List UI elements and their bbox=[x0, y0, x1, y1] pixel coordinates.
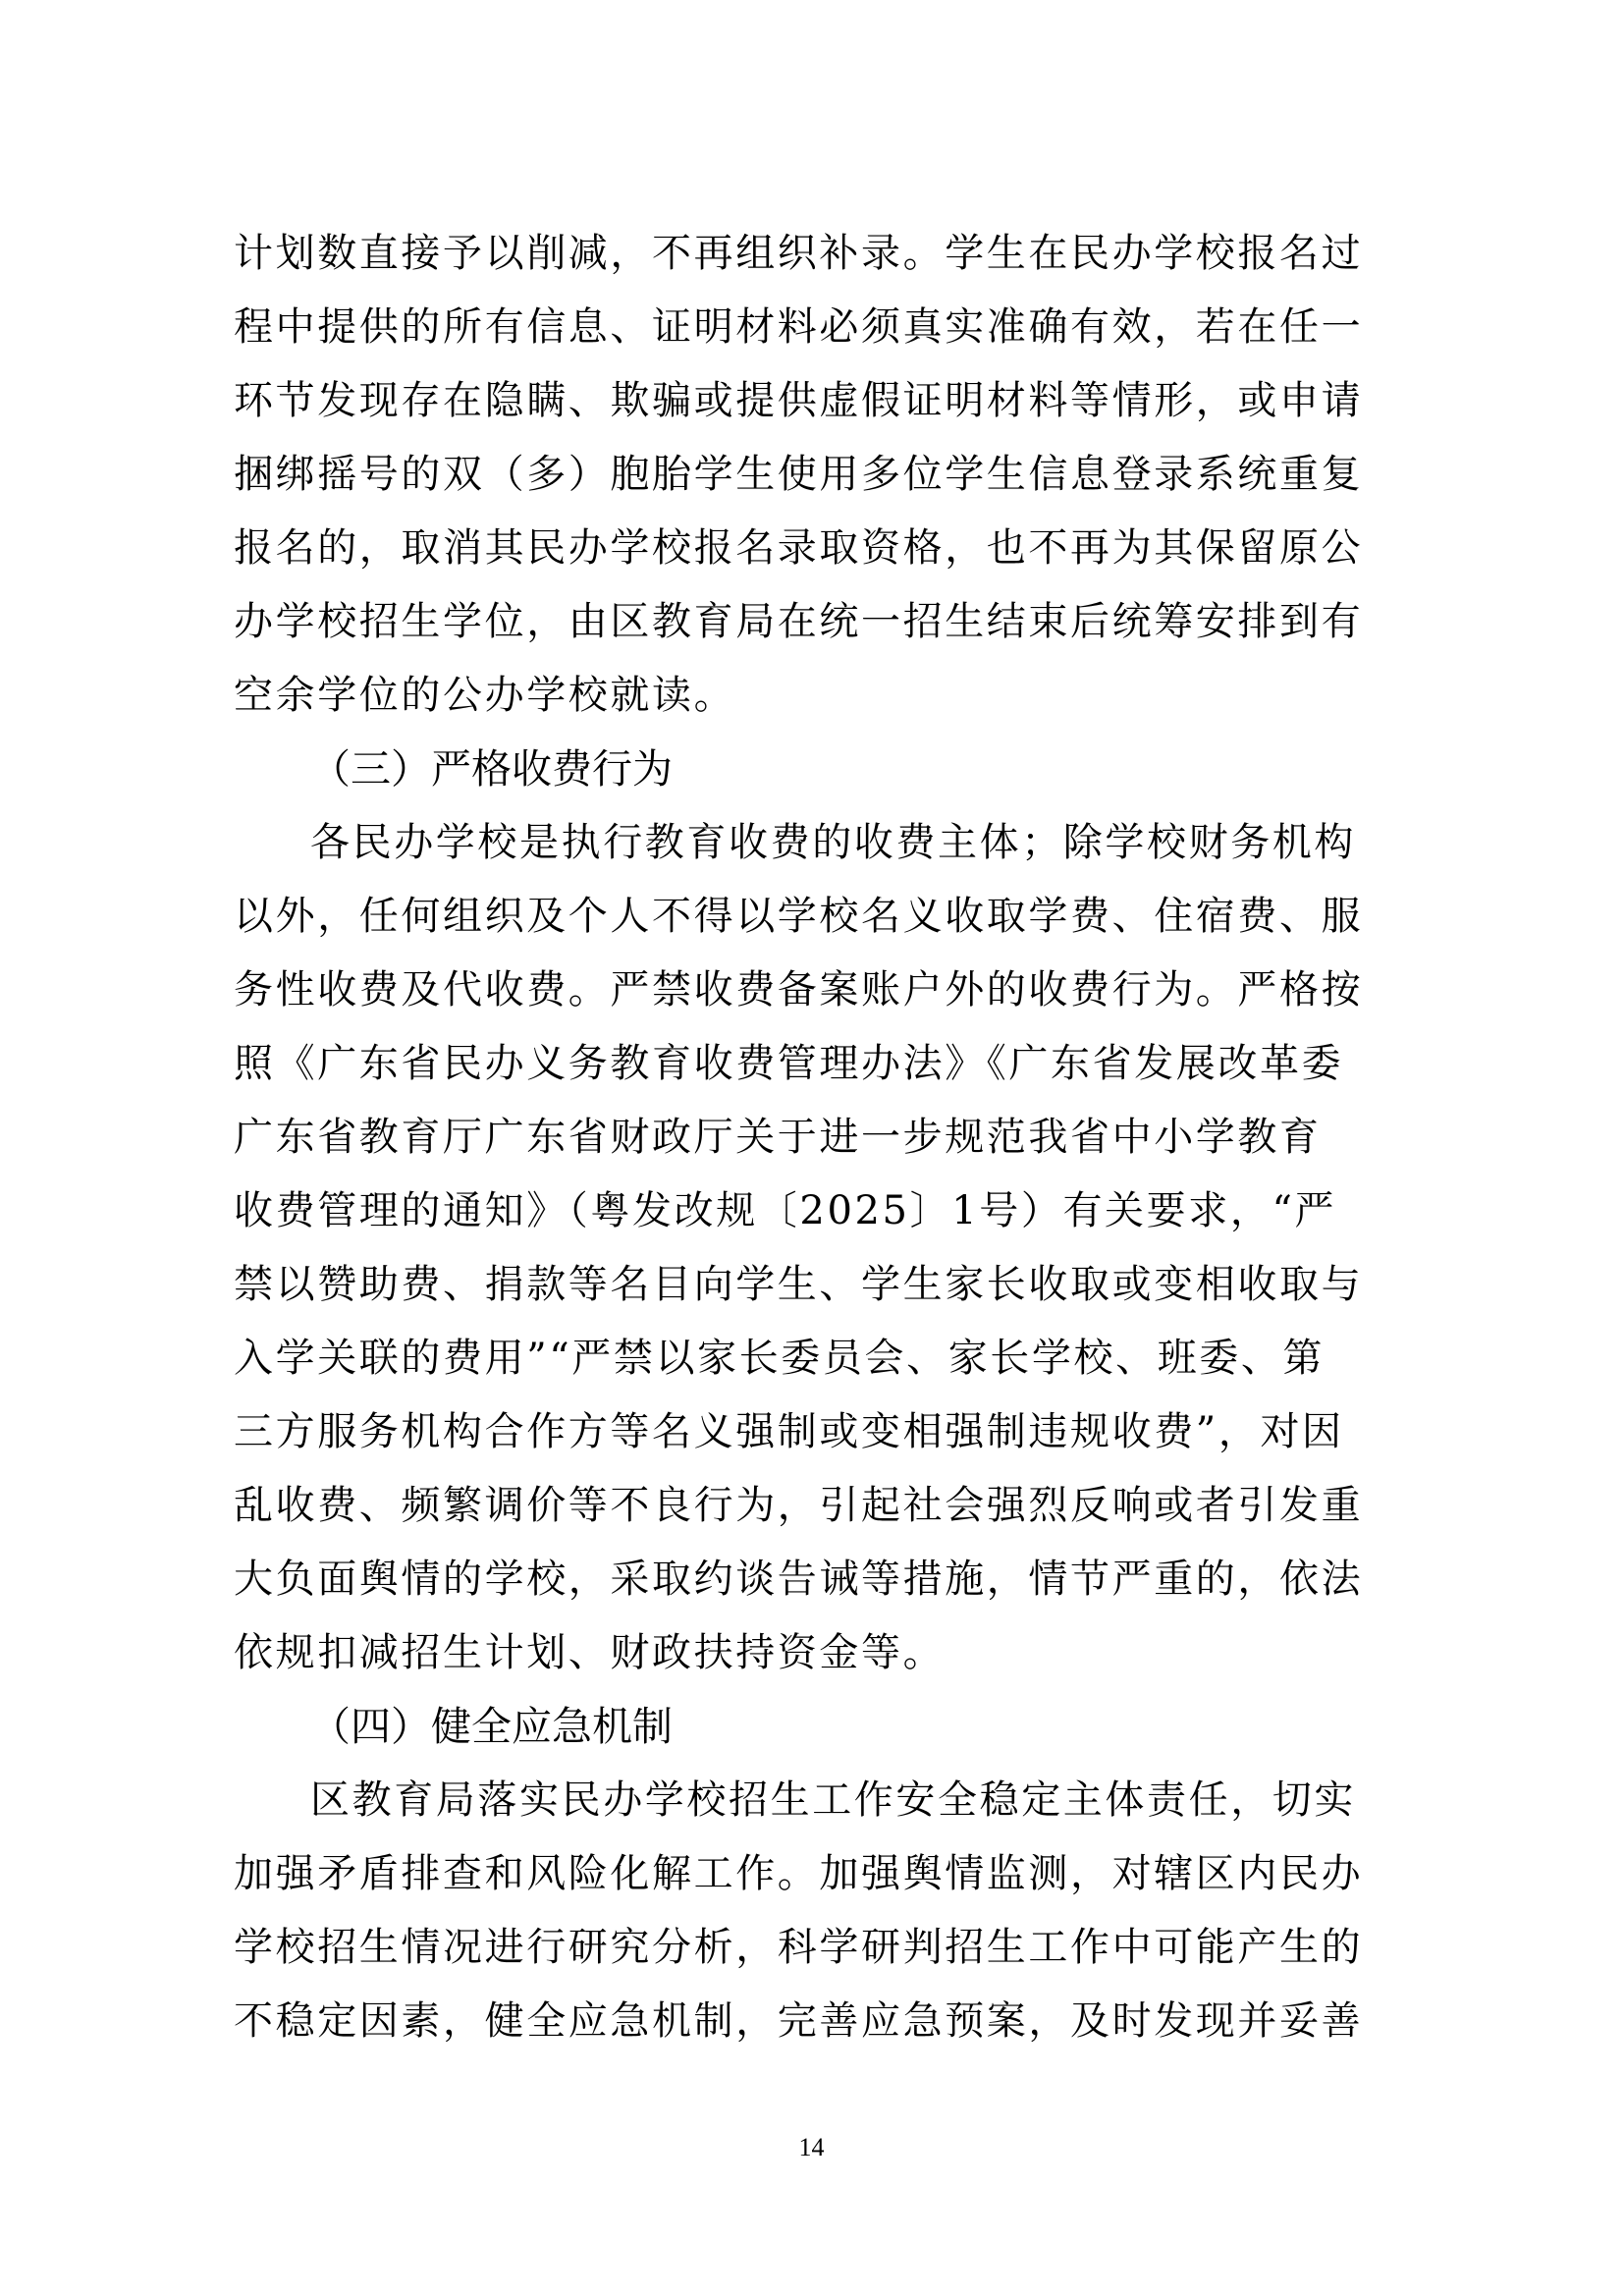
text-line: 依规扣减招生计划、财政扶持资金等。 bbox=[234, 1630, 946, 1675]
text-line: 捆绑摇号的双（多）胞胎学生使用多位学生信息登录系统重复 bbox=[234, 452, 1364, 497]
text-line: 乱收费、频繁调价等不良行为，引起社会强烈反响或者引发重 bbox=[234, 1483, 1364, 1528]
text-line: 务性收费及代收费。严禁收费备案账户外的收费行为。严格按 bbox=[234, 967, 1364, 1012]
text-line: 不稳定因素，健全应急机制，完善应急预案，及时发现并妥善 bbox=[234, 1998, 1364, 2044]
text-line: 收费管理的通知》（粤发改规〔2025〕1号）有关要求，“严 bbox=[234, 1188, 1337, 1233]
text-line: 区教育局落实民办学校招生工作安全稳定主体责任，切实 bbox=[310, 1777, 1356, 1823]
section-heading-emergency-mechanism: （四）健全应急机制 bbox=[310, 1703, 673, 1750]
document-body bbox=[234, 217, 1412, 2058]
text-line: 入学关联的费用”“严禁以家长委员会、家长学校、班委、第 bbox=[234, 1336, 1325, 1381]
text-line: 各民办学校是执行教育收费的收费主体；除学校财务机构 bbox=[310, 820, 1356, 865]
text-line: 报名的，取消其民办学校报名录取资格，也不再为其保留原公 bbox=[234, 525, 1364, 571]
text-line: 环节发现存在隐瞒、欺骗或提供虚假证明材料等情形，或申请 bbox=[234, 378, 1364, 423]
text-line: 程中提供的所有信息、证明材料必须真实准确有效，若在任一 bbox=[234, 304, 1364, 350]
text-line: 广东省教育厅广东省财政厅关于进一步规范我省中小学教育 bbox=[234, 1115, 1322, 1160]
section-heading-fee-conduct: （三）严格收费行为 bbox=[310, 745, 673, 793]
text-line: 三方服务机构合作方等名义强制或变相强制违规收费”，对因 bbox=[234, 1409, 1344, 1454]
paragraph-fee-conduct bbox=[234, 806, 1412, 1690]
page-number: 14 bbox=[798, 2133, 825, 2161]
text-line: 空余学位的公办学校就读。 bbox=[234, 673, 736, 718]
paragraph-admission-integrity bbox=[234, 217, 1412, 733]
text-line: 加强矛盾排查和风险化解工作。加强舆情监测，对辖区内民办 bbox=[234, 1851, 1364, 1896]
text-line: 办学校招生学位，由区教育局在统一招生结束后统筹安排到有 bbox=[234, 599, 1364, 644]
text-line: 照《广东省民办义务教育收费管理办法》《广东省发展改革委 bbox=[234, 1041, 1344, 1086]
text-line: 大负面舆情的学校，采取约谈告诫等措施，情节严重的，依法 bbox=[234, 1557, 1364, 1602]
text-line: 计划数直接予以削减，不再组织补录。学生在民办学校报名过 bbox=[234, 231, 1364, 276]
text-line: 学校招生情况进行研究分析，科学研判招生工作中可能产生的 bbox=[234, 1925, 1364, 1970]
text-line: 以外，任何组织及个人不得以学校名义收取学费、住宿费、服 bbox=[234, 894, 1364, 939]
paragraph-emergency-mechanism bbox=[234, 1764, 1412, 2058]
text-line: 禁以赞助费、捐款等名目向学生、学生家长收取或变相收取与 bbox=[234, 1262, 1364, 1307]
